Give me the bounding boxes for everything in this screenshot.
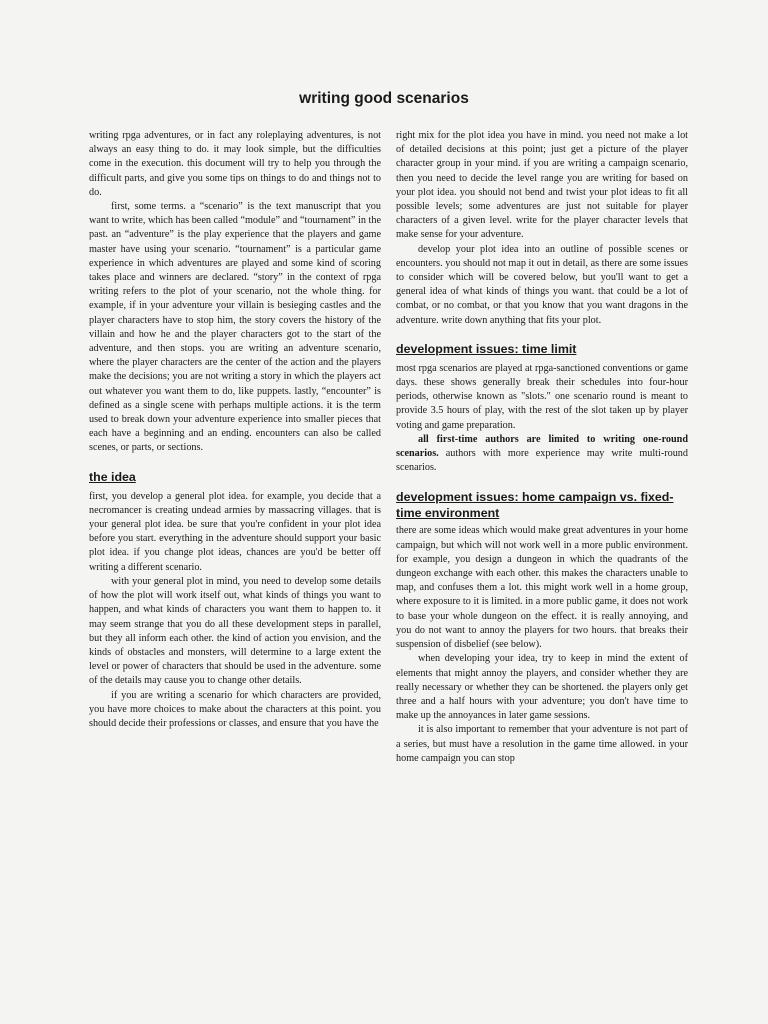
continued-paragraph: right mix for the plot idea you have in mind. you need not make a lot of detailed decisions at this point; just get a picture of the player character group in your mind. if you are writing a campaign scenario, then you need to decide the level range you are writing for based on your plot idea. you should not bend and twist your plot ideas to fit all possible levels; some adventures are just not suitable for player characters of a given level. write for the player character levels that make sense for your adventure. [396,130,688,241]
resolution-paragraph: it is also important to remember that your adventure is not part of a series, but must have a resolution in the game time allowed. in your home campaign you can stop [396,724,688,764]
terms-paragraph: first, some terms. a “scenario” is the text manuscript that you want to write, which has been called “module” and “tournament” in the past. an “adventure” is the play experience that the players and game master have using your scenario. “tournament” is a particular game experience in which adventures are played and some kind of scoring takes place and winners are declared. “story” in the context of rpga writing refers to the plot of your scenario, not the whole thing. for example, if in your adventure your villain is besieging castles and the player characters have to stop him, the story covers the history of the villain and how he and the player characters got to the start of the adventure, and then stops. you are writing an adventure scenario, where the player characters are the center of the action and the players make the decisions; you are not writing a story in which the players act out whatever you want them to do, like puppets. lastly, “encounter” is defined as a single scene with perhaps multiple actions. it is the term used to break down your adventure experience into smaller pieces that each have a beginning and an ending. encounters can also be called scenes, or parts, or sections. [89,201,381,454]
page-title: writing good scenarios [299,90,469,107]
intro-paragraph: writing rpga adventures, or in fact any roleplaying adventures, is not always an easy thing to do. it may look simple, but the difficulties come in the execution. this document will try to help you through the difficult parts, and give you some tips on things to do and things not to do. [89,130,381,198]
time-limit-paragraph: most rpga scenarios are played at rpga-sanctioned conventions or game days. these shows generally break their schedules into four-hour periods, otherwise known as "slots." one scenario round is meant to provide 3.5 hours of play, with the rest of the slot taken up by player voting and game preparation. [396,362,688,431]
section-heading-idea: the idea [89,469,136,484]
home-campaign-paragraph: there are some ideas which would make great adventures in your home campaign, but which will not work well in a more public environment. for example, you design a dungeon in which the quadrants of the dungeon exchange with each other. this makes the characters unable to map, and confuses them a lot. this might work well in a home group, where exposure to it is limited. in a more public game, it does not work to base your whole dungeon on the effect. it is really annoying, and you do not want to annoy the players for two hours. that breaks their suspension of disbelief (see below). [396,525,688,651]
first-time-authors-note: authors with more experience may write multi-round scenarios. [396,448,688,474]
outline-paragraph: develop your plot idea into an outline of possible scenes or encounters. you should not map it out in detail, as there are some issues to consider which will be covered below, but you'll want to get a general idea of what kinds of things you want. that could be a lot of combat, or no combat, or that you know that you want dragons in the adventure. write down anything that fits your plot. [396,243,688,326]
left-column [89,129,381,731]
section-heading-home-campaign: development issues: home campaign vs. fixed-time environment [396,490,674,521]
first-time-authors-paragraph [396,433,688,476]
right-column [396,129,688,766]
annoyance-paragraph: when developing your idea, try to keep in mind the extent of elements that might annoy the players, and consider whether they are really necessary or whether they can be shortened. the players only get three and a half hours with your adventure; you don't have time to make up the annoyances in later game sessions. [396,653,688,722]
section-heading-time-limit: development issues: time limit [396,341,577,356]
idea-paragraph-2: with your general plot in mind, you need to develop some details of how the plot will work itself out, what kinds of things you want to happen, and what kinds of characters you want them to happen to. it may seem strange that you do all these development steps in parallel, but they all inform each other. the kind of action you envision, and the kinds of obstacles and monsters, will determine to a large extent the level or power of characters that should be used in the adventure. some of the details may cause you to change other details. [89,575,381,687]
idea-paragraph-1: first, you develop a general plot idea. for example, you decide that a necromancer is creating undead armies by massacring villages. that is your general plot idea. be sure that you're confident in your plot idea before you start. everything in the adventure should support your basic plot idea. if you change plot ideas, chances are you'd be better off writing a different scenario. [89,490,381,573]
idea-paragraph-3: if you are writing a scenario for which characters are provided, you have more choices to make about the characters at this point. you should decide their professions or classes, and ensure that you have the [89,689,381,729]
first-time-authors-rule: all first-time authors are limited to writing one-round scenarios. [396,433,688,460]
